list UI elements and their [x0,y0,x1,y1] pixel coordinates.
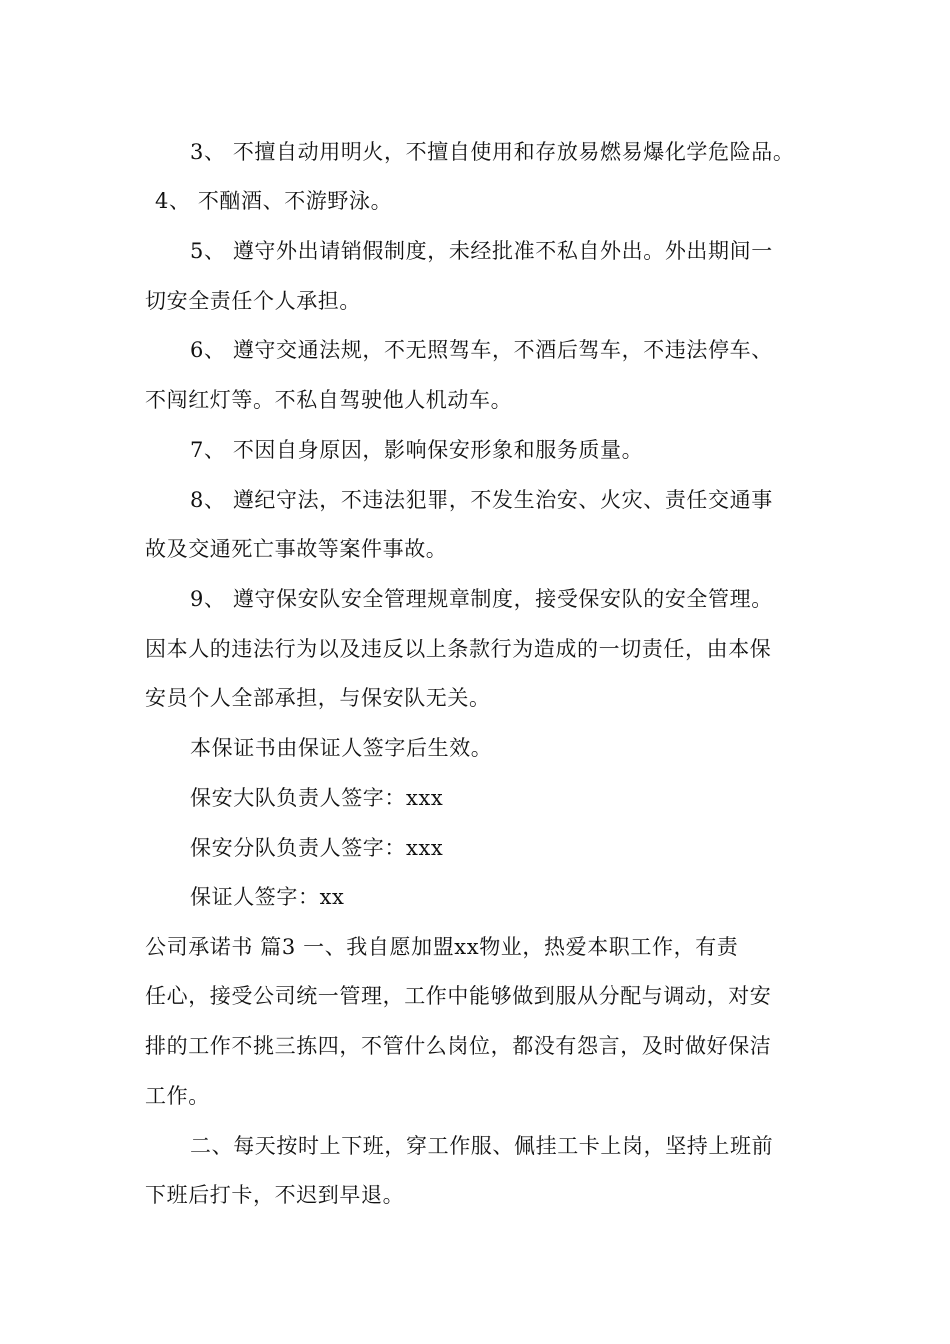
paragraph-line: 故及交通死亡事故等案件事故。 [145,537,448,561]
paragraph-line: 工作。 [145,1084,210,1108]
signature-line: 保安分队负责人签字：xxx [190,836,444,860]
paragraph-line: 4、 不酗酒、不游野泳。 [155,189,393,213]
paragraph-line: 二、每天按时上下班，穿工作服、佩挂工卡上岗，坚持上班前 [190,1134,774,1158]
paragraph-line: 安员个人全部承担，与保安队无关。 [145,686,491,710]
paragraph-line: 不闯红灯等。不私自驾驶他人机动车。 [145,388,513,412]
paragraph-line: 6、 遵守交通法规，不无照驾车，不酒后驾车，不违法停车、 [190,338,773,362]
paragraph-line: 因本人的违法行为以及违反以上条款行为造成的一切责任，由本保 [145,637,772,661]
paragraph-line: 7、 不因自身原因，影响保安形象和服务质量。 [190,438,644,462]
paragraph-line: 任心，接受公司统一管理，工作中能够做到服从分配与调动，对安 [145,984,772,1008]
paragraph-line: 3、 不擅自动用明火，不擅自使用和存放易燃易爆化学危险品。 [190,140,795,164]
paragraph-line: 9、 遵守保安队安全管理规章制度，接受保安队的安全管理。 [190,587,773,611]
paragraph-line: 排的工作不挑三拣四，不管什么岗位，都没有怨言，及时做好保洁 [145,1034,772,1058]
signature-line: 保证人签字：xx [190,885,345,909]
paragraph-line: 下班后打卡，不迟到早退。 [145,1183,405,1207]
section-heading-line: 公司承诺书 篇3 一、我自愿加盟xx物业，热爱本职工作，有责 [145,935,739,959]
paragraph-line: 8、 遵纪守法，不违法犯罪，不发生治安、火灾、责任交通事 [190,488,773,512]
paragraph-line: 切安全责任个人承担。 [145,289,361,313]
paragraph-line: 5、 遵守外出请销假制度，未经批准不私自外出。外出期间一 [190,239,773,263]
signature-line: 保安大队负责人签字：xxx [190,786,444,810]
paragraph-line: 本保证书由保证人签字后生效。 [190,736,493,760]
